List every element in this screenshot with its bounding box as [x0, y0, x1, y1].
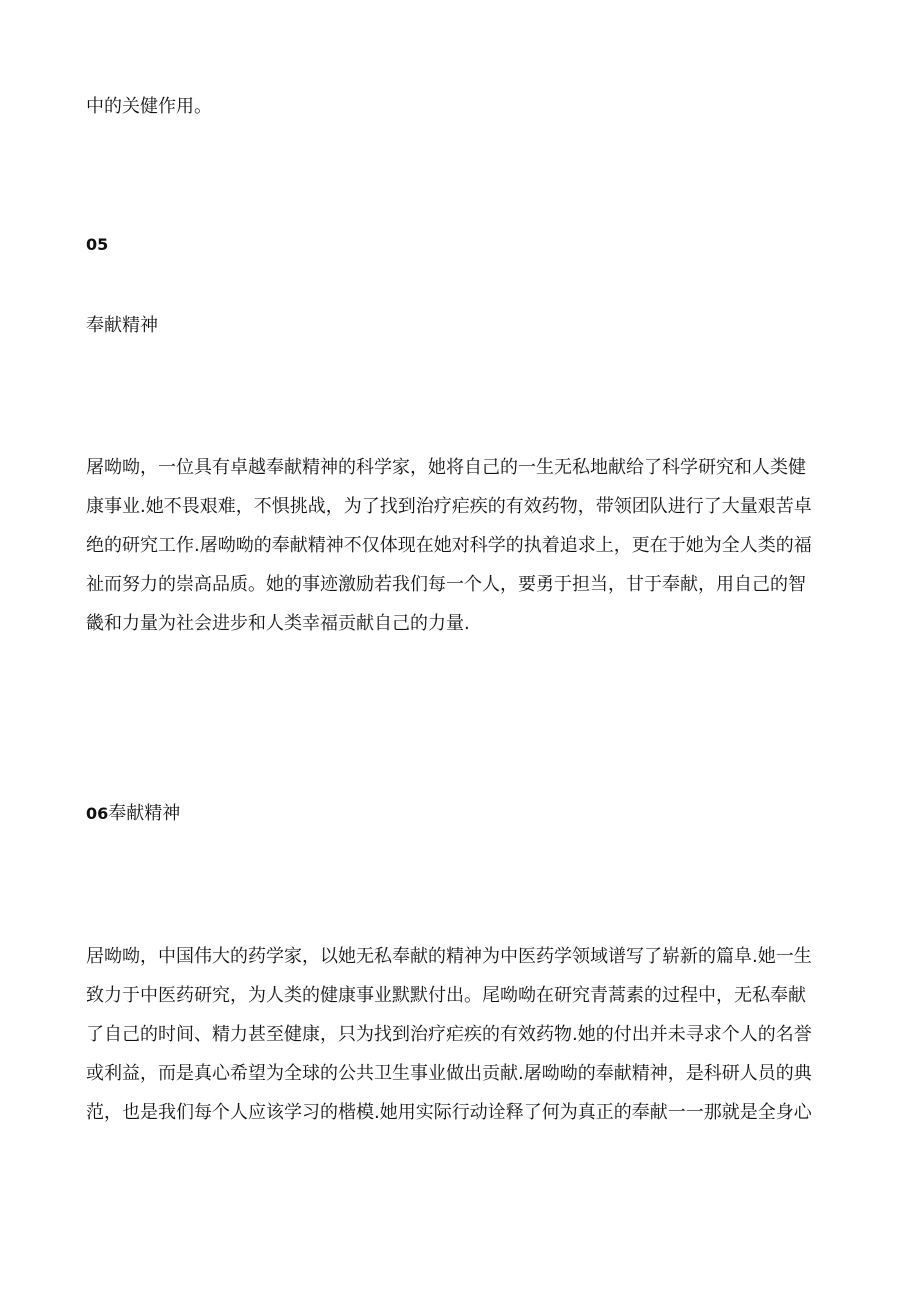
paragraph-line: 绝的研究工作.屠呦呦的奉献精神不仅体现在她对科学的执着追求上，更在于她为全人类的福: [86, 535, 812, 556]
continuation-paragraph: [86, 87, 836, 126]
section-05-title: [86, 306, 836, 345]
paragraph-line: 中的关健作用。: [86, 96, 212, 117]
section-title-text: 奉献精神: [86, 315, 158, 336]
paragraph-line: 了自己的时间、精力甚至健康，只为找到治疗疟疾的有效药物.她的付出并未寻求个人的名誉: [86, 1024, 812, 1045]
section-06-heading: [86, 794, 836, 833]
paragraph-line: 范，也是我们每个人应该学习的楷模.她用实际行动诠释了何为真正的奉献一一那就是全身心: [86, 1102, 812, 1123]
paragraph-line: 居呦呦，中国伟大的药学家，以她无私奉献的精神为中医药学领域谱写了崭新的篇阜.她一生: [86, 946, 812, 967]
paragraph-line: 畿和力量为社会进步和人类幸福贡献自己的力量.: [86, 613, 470, 634]
paragraph-line: 致力于中医药研究，为人类的健康事业默默付出。尾呦呦在研究青蒿素的过程中，无私奉献: [86, 985, 806, 1006]
section-06-number: 06: [86, 804, 109, 823]
paragraph-line: 康事业.她不畏艰难，不惧挑战，为了找到治疗疟疾的有效药物，带领团队进行了大量艰苦卓: [86, 496, 812, 517]
section-06-paragraph: [86, 937, 836, 1132]
section-05-paragraph: [86, 448, 836, 643]
paragraph-line: 或利益，而是真心希望为全球的公共卫生事业做出贡献.屠呦呦的奉献精神，是科研人员的典: [86, 1063, 812, 1084]
section-05-number: 05: [86, 235, 109, 254]
paragraph-line: 祉而努力的崇高品质。她的事迹激励若我们每一个人，要勇于担当，甘于奉献，用自己的智: [86, 574, 806, 595]
section-06-title: 奉献精神: [108, 803, 181, 824]
paragraph-line: 屠呦呦，一位具有卓越奉献精神的科学家，她将自己的一生无私地献给了科学研究和人类健: [86, 457, 806, 478]
